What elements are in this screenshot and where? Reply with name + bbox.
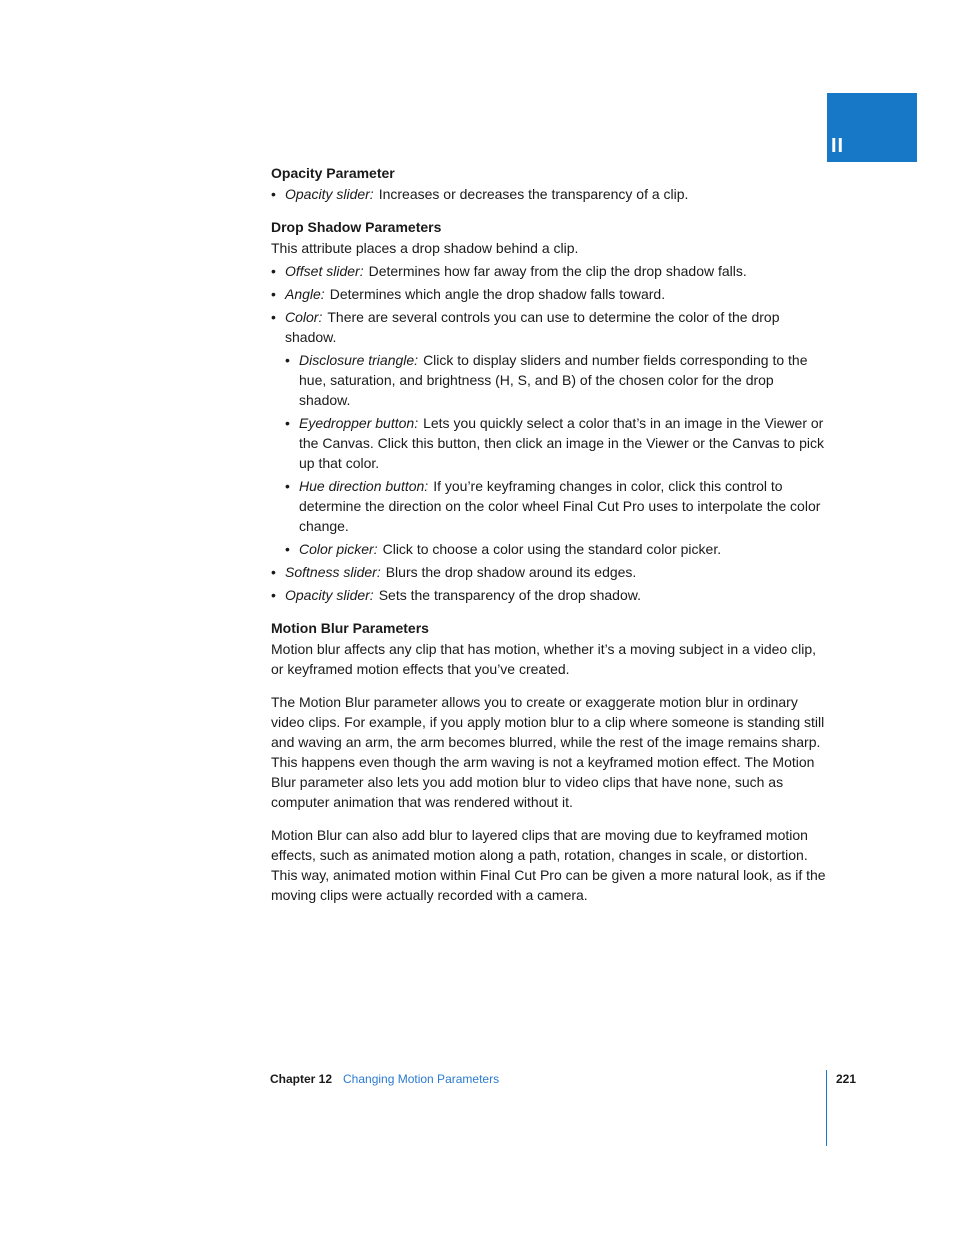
drop-shadow-heading: Drop Shadow Parameters bbox=[271, 219, 442, 235]
sublist-item-term: Color picker: bbox=[299, 541, 378, 557]
sublist-item-text: If you’re keyframing changes in color, click this control to determine the direction on the color wheel Final Cut Pro uses to interpolate the color change. bbox=[299, 478, 821, 534]
part-tab-label: II bbox=[831, 135, 845, 157]
list-item-term: Opacity slider: bbox=[285, 587, 374, 603]
motion-blur-paragraph: The Motion Blur parameter allows you to create or exaggerate motion blur in ordinary video clips. For example, if you apply motion blur to a clip where someone is standing still and waving an arm, the arm becomes blurred, while the rest of the image remains sharp. This happens even though the arm waving is not a keyframed motion effect. The Motion Blur parameter also lets you add motion blur to video clips that have none, such as computer animation that was rendered without it. bbox=[271, 694, 825, 810]
footer-divider bbox=[826, 1070, 827, 1146]
sublist-item bbox=[285, 476, 827, 536]
sublist-item-term: Eyedropper button: bbox=[299, 415, 419, 431]
footer-chapter-title: Changing Motion Parameters bbox=[343, 1072, 500, 1086]
footer-chapter-label: Chapter 12 bbox=[270, 1072, 333, 1086]
sublist-item bbox=[285, 350, 827, 410]
motion-blur-paragraph: Motion Blur can also add blur to layered clips that are moving due to keyframed motion effects, such as animated motion along a path, rotation, changes in scale, or distortion. This way, animated motion within Final Cut Pro can be given a more natural look, as if the moving clips were actually recorded with a camera. bbox=[271, 827, 826, 903]
list-item-text: Sets the transparency of the drop shadow. bbox=[378, 587, 641, 603]
list-item-text: Determines how far away from the clip the drop shadow falls. bbox=[368, 263, 747, 279]
list-item-term: Opacity slider: bbox=[285, 186, 374, 202]
list-item-text: There are several controls you can use to determine the color of the drop shadow. bbox=[285, 309, 780, 345]
list-item bbox=[271, 307, 827, 559]
opacity-heading: Opacity Parameter bbox=[271, 165, 395, 181]
color-sublist bbox=[271, 350, 827, 559]
list-item-term: Offset slider: bbox=[285, 263, 364, 279]
drop-shadow-intro: This attribute places a drop shadow behind a clip. bbox=[271, 240, 579, 256]
drop-shadow-list bbox=[271, 261, 827, 605]
sublist-item bbox=[285, 413, 827, 473]
sublist-item-term: Disclosure triangle: bbox=[299, 352, 419, 368]
list-item bbox=[271, 585, 827, 605]
list-item bbox=[271, 261, 827, 281]
list-item-term: Color: bbox=[285, 309, 323, 325]
sublist-item-text: Click to display sliders and number fields corresponding to the hue, saturation, and brightness (H, S, and B) of the chosen color for the drop shadow. bbox=[299, 352, 808, 408]
list-item-text: Increases or decreases the transparency of a clip. bbox=[378, 186, 689, 202]
list-item bbox=[271, 562, 827, 582]
list-item-text: Blurs the drop shadow around its edges. bbox=[385, 564, 637, 580]
sublist-item-text: Click to choose a color using the standard color picker. bbox=[382, 541, 722, 557]
list-item-term: Softness slider: bbox=[285, 564, 381, 580]
part-tab bbox=[827, 93, 917, 162]
sublist-item-term: Hue direction button: bbox=[299, 478, 429, 494]
opacity-section bbox=[271, 163, 827, 204]
page-content bbox=[271, 163, 827, 918]
motion-blur-section bbox=[271, 618, 827, 905]
list-item bbox=[271, 184, 827, 204]
list-item bbox=[271, 284, 827, 304]
sublist-item-text: Lets you quickly select a color that’s in an image in the Viewer or the Canvas. Click this button, then click an image in the Viewer or the Canvas to pick up that color. bbox=[299, 415, 825, 471]
sublist-item bbox=[285, 539, 827, 559]
motion-blur-heading: Motion Blur Parameters bbox=[271, 620, 429, 636]
opacity-list bbox=[271, 184, 827, 204]
drop-shadow-section bbox=[271, 217, 827, 605]
list-item-term: Angle: bbox=[285, 286, 325, 302]
list-item-text: Determines which angle the drop shadow falls toward. bbox=[329, 286, 666, 302]
motion-blur-paragraph: Motion blur affects any clip that has motion, whether it’s a moving subject in a video clip, or keyframed motion effects that you’ve created. bbox=[271, 641, 816, 677]
page-number: 221 bbox=[836, 1072, 857, 1086]
